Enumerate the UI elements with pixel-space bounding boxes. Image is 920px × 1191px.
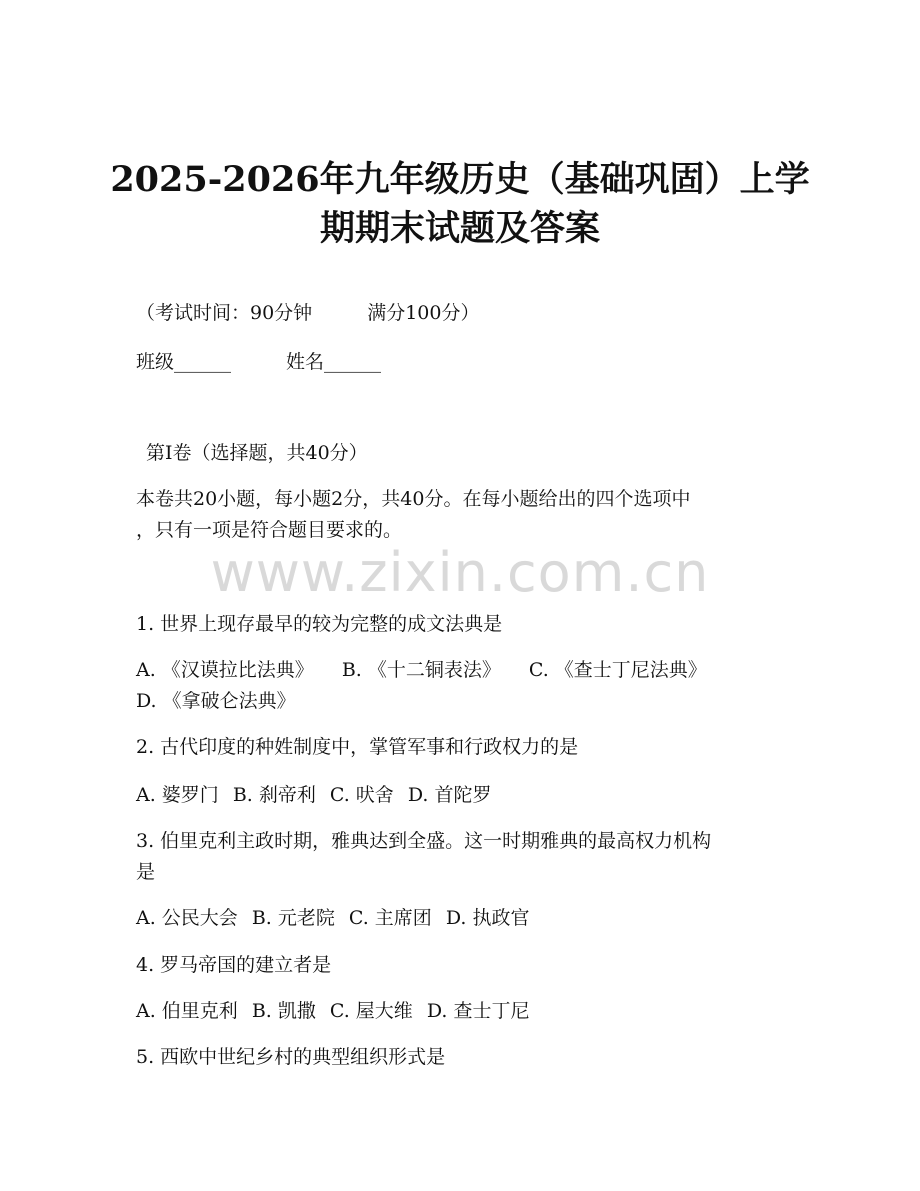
question-3-option-c: C. 主席团 bbox=[348, 907, 432, 929]
question-4-option-b: B. 凯撒 bbox=[251, 1000, 316, 1022]
question-2-option-a: A. 婆罗门 bbox=[136, 784, 219, 806]
question-4-option-d: D. 查士丁尼 bbox=[426, 1000, 530, 1022]
exam-time: （考试时间：90分钟 bbox=[136, 302, 313, 324]
section-instructions-line2: ，只有一项是符合题目要求的。 bbox=[136, 519, 403, 541]
document-title-line1: 2025-2026年九年级历史（基础巩固）上学 bbox=[110, 159, 810, 200]
question-3-option-b: B. 元老院 bbox=[251, 907, 335, 929]
question-1-options-row1 bbox=[136, 661, 707, 680]
question-3-options bbox=[136, 909, 529, 928]
question-3-stem-line1: 3. 伯里克利主政时期，雅典达到全盛。这一时期雅典的最高权力机构 bbox=[136, 830, 712, 852]
name-field: 姓名______ bbox=[286, 351, 382, 373]
student-fields bbox=[136, 353, 381, 372]
document-title-line2: 期期末试题及答案 bbox=[319, 208, 600, 249]
question-4-stem: 4. 罗马帝国的建立者是 bbox=[136, 954, 332, 976]
question-1-option-d: D. 《拿破仑法典》 bbox=[136, 690, 296, 712]
question-4-options bbox=[136, 1002, 529, 1021]
exam-info bbox=[136, 304, 479, 323]
question-3-stem-line2: 是 bbox=[136, 861, 156, 883]
question-4-option-a: A. 伯里克利 bbox=[136, 1000, 238, 1022]
class-field: 班级______ bbox=[136, 351, 232, 373]
question-2-option-b: B. 刹帝利 bbox=[232, 784, 316, 806]
question-2-option-c: C. 吠舍 bbox=[329, 784, 394, 806]
question-2-option-d: D. 首陀罗 bbox=[407, 784, 492, 806]
question-3-option-d: D. 执政官 bbox=[445, 907, 530, 929]
question-5-stem: 5. 西欧中世纪乡村的典型组织形式是 bbox=[136, 1046, 446, 1068]
section-instructions-line1: 本卷共20小题，每小题2分，共40分。在每小题给出的四个选项中 bbox=[136, 488, 691, 510]
question-1-option-a: A. 《汉谟拉比法典》 bbox=[136, 659, 314, 681]
question-4-option-c: C. 屋大维 bbox=[329, 1000, 413, 1022]
section-heading: 第Ⅰ卷（选择题，共40分） bbox=[146, 442, 368, 464]
question-1-stem: 1. 世界上现存最早的较为完整的成文法典是 bbox=[136, 613, 503, 635]
watermark: www.zixin.com.cn bbox=[210, 541, 710, 604]
exam-score: 满分100分） bbox=[367, 302, 480, 324]
question-3-option-a: A. 公民大会 bbox=[136, 907, 238, 929]
question-2-options bbox=[136, 786, 491, 805]
question-1-option-c: C. 《查士丁尼法典》 bbox=[528, 659, 707, 681]
question-1-option-b: B. 《十二铜表法》 bbox=[341, 659, 501, 681]
question-2-stem: 2. 古代印度的种姓制度中，掌管军事和行政权力的是 bbox=[136, 736, 579, 758]
